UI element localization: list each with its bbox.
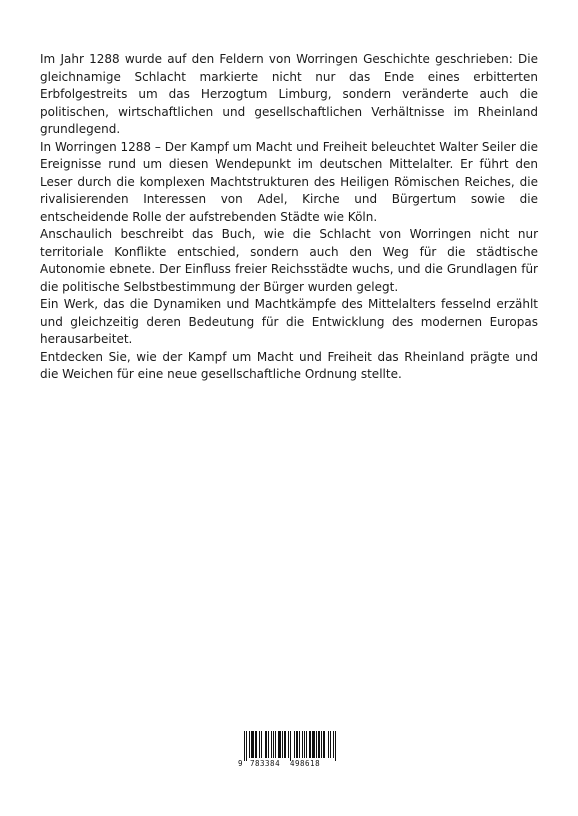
barcode-bar (288, 731, 289, 758)
barcode-bar (261, 731, 262, 758)
barcode-bar (275, 731, 276, 758)
isbn-barcode (232, 729, 340, 773)
barcode-bar (330, 731, 331, 758)
barcode-bars (232, 729, 340, 761)
barcode-bar (294, 731, 295, 758)
barcode-bar (244, 731, 245, 761)
barcode-digit-lead: 9 (238, 759, 244, 768)
barcode-digits-right: 498618 (290, 759, 321, 768)
paragraph-5: Entdecken Sie, wie der Kampf um Macht und Freiheit das Rheinland prägte und die Weichen für eine neue gesellschaftliche Ordnung stellte. (40, 349, 538, 381)
barcode-bar (255, 731, 257, 758)
barcode-bar (271, 731, 272, 758)
paragraph-3: Anschaulich beschreibt das Buch, wie die Schlacht von Worringen nicht nur territoriale Konflikte entschied, sondern auch den Weg für die städtische Autonomie ebnete. Der Einfluss freier Reichsstädte wuchs, und die Grundlagen für die politische Selbstbestimmung der Bürger wurden gelegt. (40, 227, 538, 294)
barcode-bar (290, 731, 291, 761)
barcode-bar (268, 731, 269, 758)
paragraph-2: In Worringen 1288 – Der Kampf um Macht und Freiheit beleuchtet Walter Seiler die Ereignisse rund um diesen Wendepunkt im deutschen Mittelalter. Er führt den Leser durch die komplexen Machtstrukturen des Heiligen Römischen Reiches, die rivalisierenden Interessen von Adel, Kirche und Bürgertum sowie die entscheidende Rolle der aufstrebenden Städte wie Köln. (40, 139, 538, 224)
barcode-bar (299, 731, 300, 758)
barcode-bar (284, 731, 286, 758)
blurb-text (40, 51, 538, 384)
barcode-bar (333, 731, 334, 758)
barcode-bar (273, 731, 274, 758)
barcode-bar (282, 731, 283, 758)
paragraph-4: Ein Werk, das die Dynamiken und Machtkämpfe des Mittelalters fesselnd erzählt und gleichzeitig deren Bedeutung für die Entwicklung des modernen Europas herausarbeitet. (40, 297, 538, 346)
barcode-bar (335, 731, 336, 761)
barcode-bar (309, 731, 311, 758)
barcode-bar (251, 731, 254, 758)
barcode-bar (259, 731, 260, 758)
barcode-bar (328, 731, 329, 758)
barcode-bar (278, 731, 281, 758)
barcode-bar (249, 731, 250, 758)
paragraph-1: Im Jahr 1288 wurde auf den Feldern von Worringen Geschichte geschrieben: Die gleichnamige Schlacht markierte nicht nur das Ende eines erbitterten Erbfolgestreits um das Herzogtum Limburg, sondern veränderte auch die politischen, wirtschaftlichen und gesellschaftlichen Verhältnisse im Rheinland grundlegend. (40, 52, 538, 136)
barcode-digits-left: 783384 (250, 759, 281, 768)
barcode-bar (302, 731, 303, 758)
barcode-bar (296, 731, 298, 758)
barcode-bar (246, 731, 247, 761)
barcode-bar (304, 731, 305, 758)
barcode-bar (316, 731, 317, 758)
barcode-bar (318, 731, 320, 758)
barcode-bar (265, 731, 267, 758)
barcode-bar (323, 731, 325, 758)
barcode-bar (321, 731, 322, 758)
barcode-bar (306, 731, 307, 758)
barcode-bar (312, 731, 315, 758)
